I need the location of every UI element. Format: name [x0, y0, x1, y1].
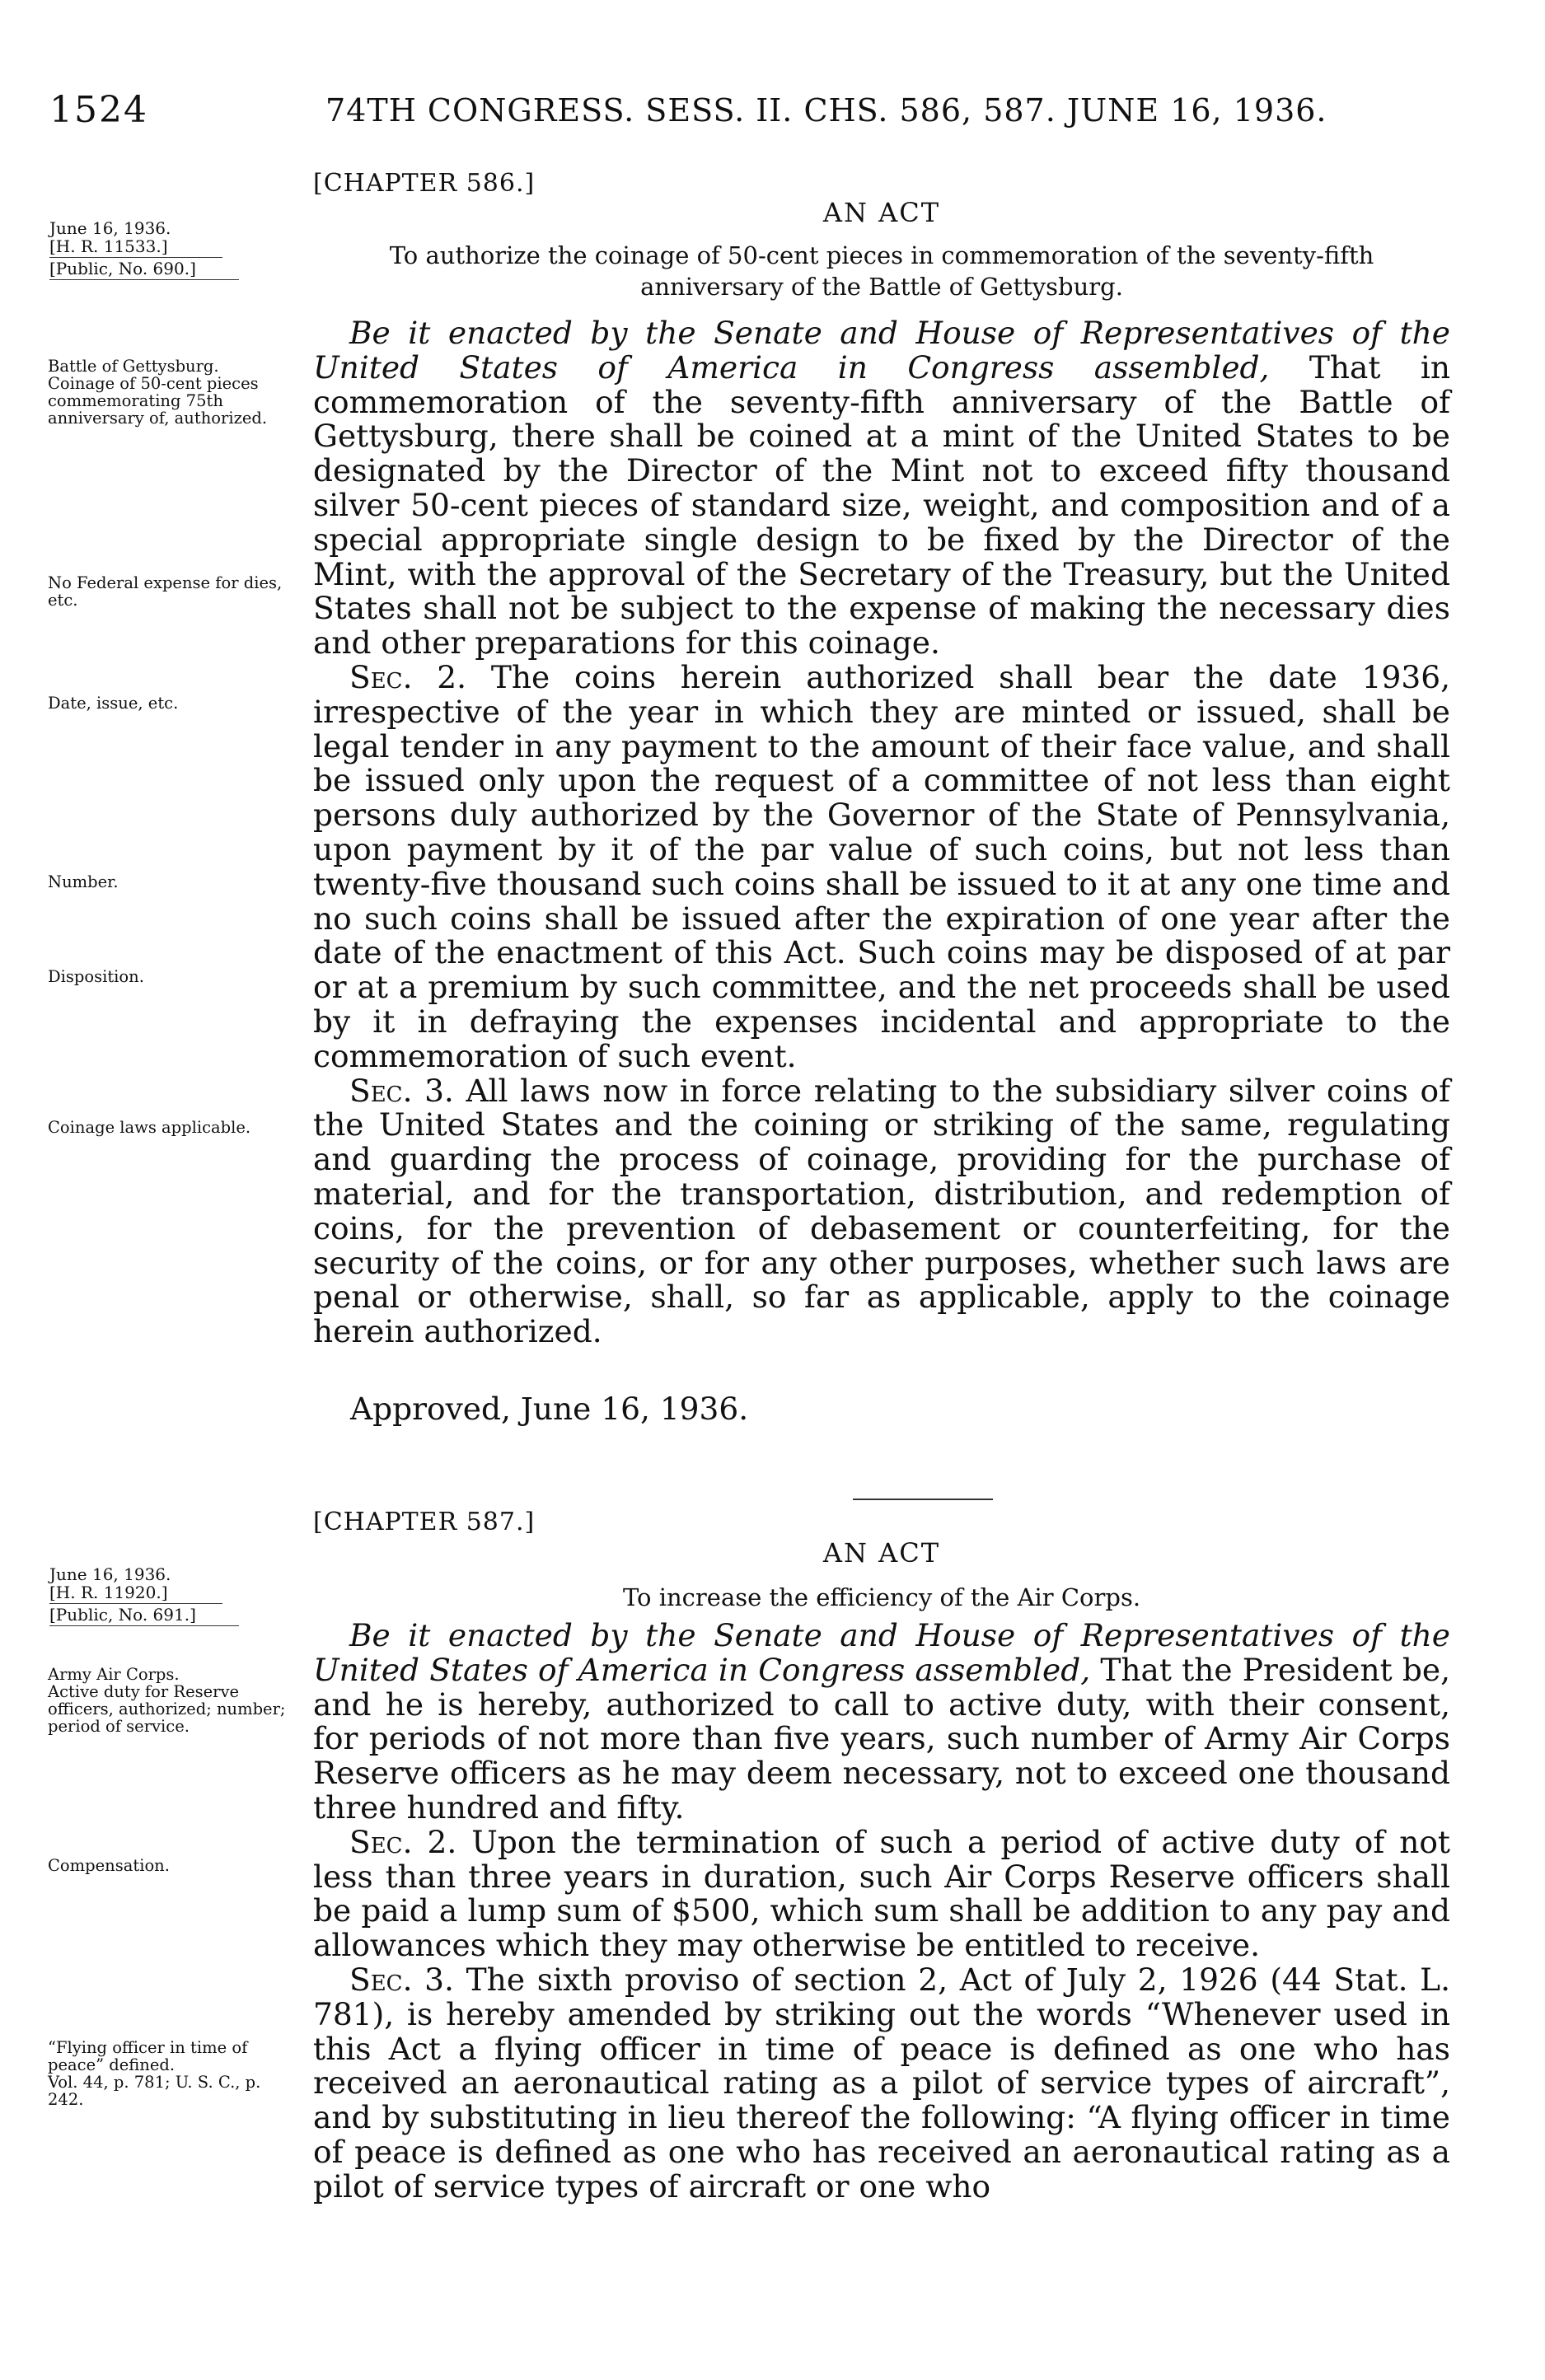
chapter-label: [CHAPTER 587.] [313, 1508, 536, 1536]
margin-note: Compensation. [48, 1856, 170, 1875]
side-date: June 16, 1936. [49, 1564, 171, 1584]
an-act-heading: AN ACT [822, 1537, 941, 1569]
chapter-586-side-info [49, 219, 297, 280]
margin-note: Date, issue, etc. [48, 694, 179, 713]
side-public-law: [Public, No. 691.] [49, 1604, 239, 1626]
margin-note: No Federal expense for dies, etc. [48, 573, 283, 610]
section-text: All laws now in force relating to the subsidiary silver coins of the United States and the coining or striking of the same, regulating and guarding the process of coinage, providing for the purchase of material, and for the transportation, distribution, and redemption of coins, for the prevention of debasement or counterfeiting, for the security of the coins, or for any other purposes, whether such laws are penal or otherwise, shall, so far as applicable, apply to the coinage herein authorized. [313, 1072, 1451, 1350]
page-heading: 74TH CONGRESS. SESS. II. CHS. 586, 587. JUNE 16, 1936. [325, 92, 1327, 129]
section-label: Sec. 2. [349, 658, 467, 695]
chapter-divider [853, 1499, 993, 1500]
section-text: That the President be, and he is hereby, authorized to call to active duty, with their consent, for periods of not more than five years, such number of Army Air Corps Reserve officers as he may deem necessary, not to exceed one thousand three hundred and fifty. [313, 1651, 1451, 1826]
side-public-law: [Public, No. 690.] [49, 258, 239, 280]
section-3 [313, 1963, 1450, 2205]
section-1 [313, 316, 1450, 661]
section-text: That in commemoration of the seventy-fifth anniversary of the Battle of Gettysburg, there shall be coined at a mint of the United States to be designated by the Director of the Mint not to exceed fifty thousand silver 50-cent pieces of standard size, weight, and composition and of a special appropriate single design to be fixed by the Director of the Mint, with the approval of the Secretary of the Treasury, but the United States shall not be subject to the expense of making the necessary dies and other preparations for this coinage. [313, 348, 1451, 662]
margin-note: Army Air Corps. Active duty for Reserve officers, authorized; number; period of service. [48, 1665, 286, 1736]
enacting-clause: Be it enacted by the Senate and House of Representatives of the United States of America in Congress assembled, [313, 1617, 1450, 1688]
section-text: The coins herein authorized shall bear the date 1936, irrespective of the year in which they are minted or issued, shall be legal tender in any payment to the amount of their face value, and shall be issued only upon the request of a committee of not less than eight persons duly authorized by the Governor of the State of Pennsylvania, upon payment by it of the par value of such coins, but not less than twenty-five thousand such coins shall be issued to it at any one time and no such coins shall be issued after the expiration of one year after the date of the enactment of this Act. Such coins may be disposed of at par or at a premium by such committee, and the net proceeds shall be used by it in defraying the expenses incidental and appropriate to the commemoration of such event. [313, 658, 1451, 1074]
act-title [313, 1582, 1450, 1613]
chapter-587-body [313, 1619, 1450, 2205]
margin-note: Coinage laws applicable. [48, 1118, 251, 1137]
an-act-heading: AN ACT [822, 197, 941, 228]
running-head [49, 89, 1450, 138]
section-label: Sec. 2. [349, 1823, 457, 1860]
section-text: Upon the termination of such a period of active duty of not less than three years in duration, such Air Corps Reserve officers shall be paid a lump sum of $500, which sum shall be addition to any pay and allowances which they may otherwise be entitled to receive. [313, 1823, 1450, 1964]
section-2 [313, 658, 1451, 1074]
side-bill-number: [H. R. 11533.] [49, 237, 222, 258]
margin-note: Battle of Gettysburg. Coinage of 50-cent pieces commemorating 75th anniversary of, authorized. [48, 357, 268, 428]
chapter-label: [CHAPTER 586.] [313, 169, 536, 198]
chapter-587-side-info [49, 1565, 297, 1626]
act-title [313, 240, 1450, 302]
page-number: 1524 [49, 89, 148, 131]
act-title-line: To authorize the coinage of 50-cent pieces in commemoration of the seventy-fifth [389, 241, 1374, 269]
side-bill-number: [H. R. 11920.] [49, 1583, 222, 1604]
section-3 [313, 1074, 1450, 1349]
act-title-line: To increase the efficiency of the Air Corps. [622, 1583, 1141, 1611]
section-2 [313, 1823, 1450, 1964]
side-date: June 16, 1936. [49, 218, 171, 238]
chapter-586-body [313, 316, 1450, 1349]
approval-line: Approved, June 16, 1936. [350, 1391, 749, 1427]
section-1 [313, 1619, 1450, 1826]
act-title-line: anniversary of the Battle of Gettysburg. [640, 273, 1123, 301]
section-text: The sixth proviso of section 2, Act of July 2, 1926 (44 Stat. L. 781), is hereby amended by striking out the words “Whenever used in this Act a flying officer in time of peace is defined as one who has received an aeronautical rating as a pilot of service types of aircraft”, and by substituting in lieu thereof the following: “A flying officer in time of peace is defined as one who has received an aeronautical rating as a pilot of service types of aircraft or one who [313, 1961, 1450, 2205]
margin-note: Disposition. [48, 967, 144, 986]
enacting-clause: Be it enacted by the Senate and House of Representatives of the United States of America in Congress assembled, [313, 315, 1450, 386]
section-label: Sec. 3. [349, 1961, 454, 1998]
margin-note: Number. [48, 872, 119, 891]
section-label: Sec. 3. [349, 1072, 454, 1109]
margin-note: “Flying officer in time of peace” defined. Vol. 44, p. 781; U. S. C., p. 242. [48, 2038, 261, 2109]
